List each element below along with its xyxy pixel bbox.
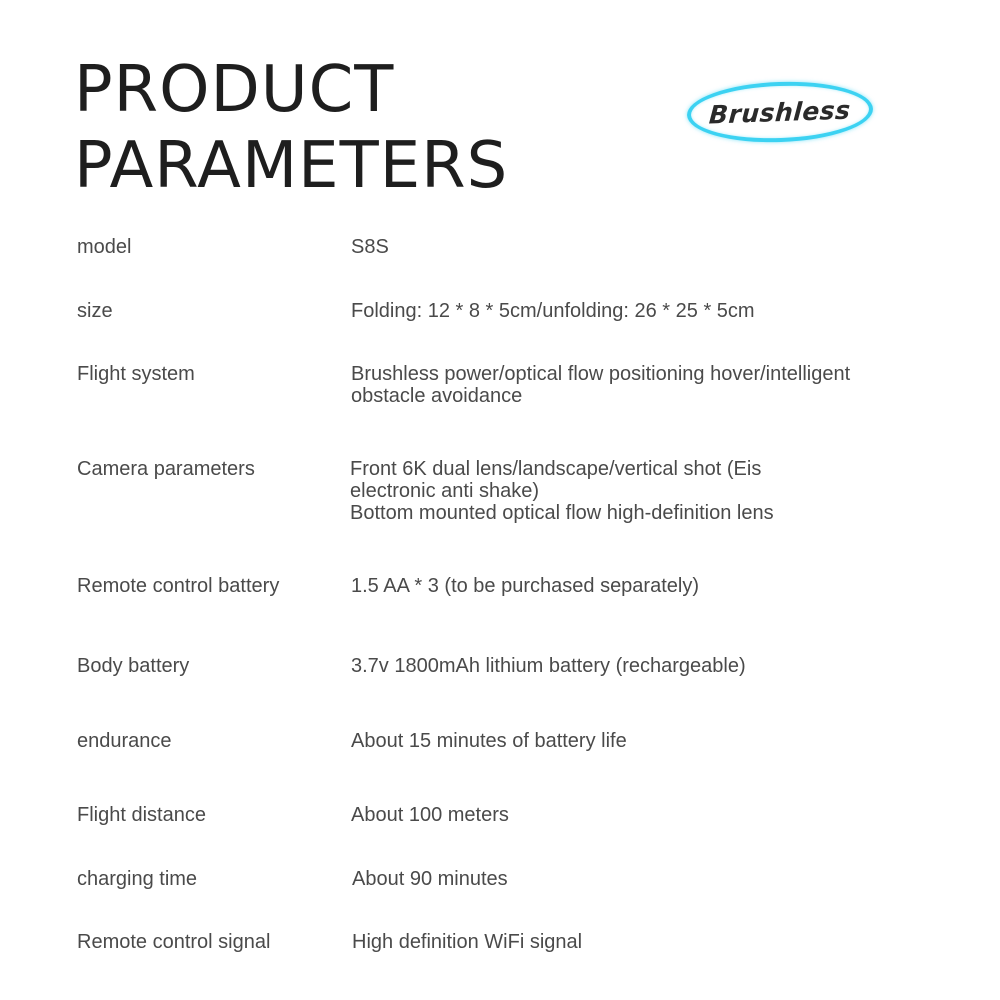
- parameter-value-line: Bottom mounted optical flow high-definition lens: [350, 502, 774, 524]
- parameter-value: [351, 575, 951, 597]
- parameter-value-line: About 90 minutes: [352, 868, 508, 890]
- parameter-value: [352, 868, 952, 890]
- parameter-label: model: [77, 236, 132, 258]
- parameter-value-line: obstacle avoidance: [351, 385, 523, 407]
- page-title-line-2: PARAMETERS: [74, 129, 509, 203]
- parameter-value-line: S8S: [351, 236, 389, 258]
- parameter-value-line: High definition WiFi signal: [352, 931, 583, 953]
- parameter-label: Flight distance: [77, 804, 206, 826]
- parameter-value: [351, 655, 951, 677]
- parameter-value: [351, 804, 951, 826]
- page-title-line-1: PRODUCT: [74, 53, 395, 127]
- brushless-badge-text: Brushless: [708, 94, 852, 130]
- parameter-value-line: Brushless power/optical flow positioning hover/intelligent: [351, 363, 851, 385]
- parameter-value: [350, 458, 950, 524]
- brushless-badge: [686, 79, 874, 145]
- parameter-value: [352, 931, 952, 953]
- parameter-label: endurance: [77, 730, 172, 752]
- parameter-label: charging time: [77, 868, 198, 890]
- parameter-label: Body battery: [77, 655, 190, 677]
- parameter-value: [351, 363, 951, 407]
- parameter-value-line: About 100 meters: [351, 804, 509, 826]
- parameter-label: Remote control battery: [77, 575, 280, 597]
- parameter-value-line: About 15 minutes of battery life: [351, 730, 627, 752]
- parameter-label: Flight system: [77, 363, 195, 385]
- parameter-value-line: 1.5 AA * 3 (to be purchased separately): [351, 575, 699, 597]
- parameter-value-line: Folding: 12 * 8 * 5cm/unfolding: 26 * 25 * 5cm: [351, 300, 755, 322]
- page-title: [74, 52, 508, 204]
- parameter-label: size: [77, 300, 113, 322]
- parameter-value-line: Front 6K dual lens/landscape/vertical shot (Eis: [350, 458, 762, 480]
- parameter-value: [351, 236, 951, 258]
- parameter-value-line: electronic anti shake): [350, 480, 539, 502]
- parameter-label: Camera parameters: [77, 458, 255, 480]
- parameter-label: Remote control signal: [77, 931, 271, 953]
- parameter-value-line: 3.7v 1800mAh lithium battery (rechargeable): [351, 655, 746, 677]
- parameter-value: [351, 300, 951, 322]
- parameter-value: [351, 730, 951, 752]
